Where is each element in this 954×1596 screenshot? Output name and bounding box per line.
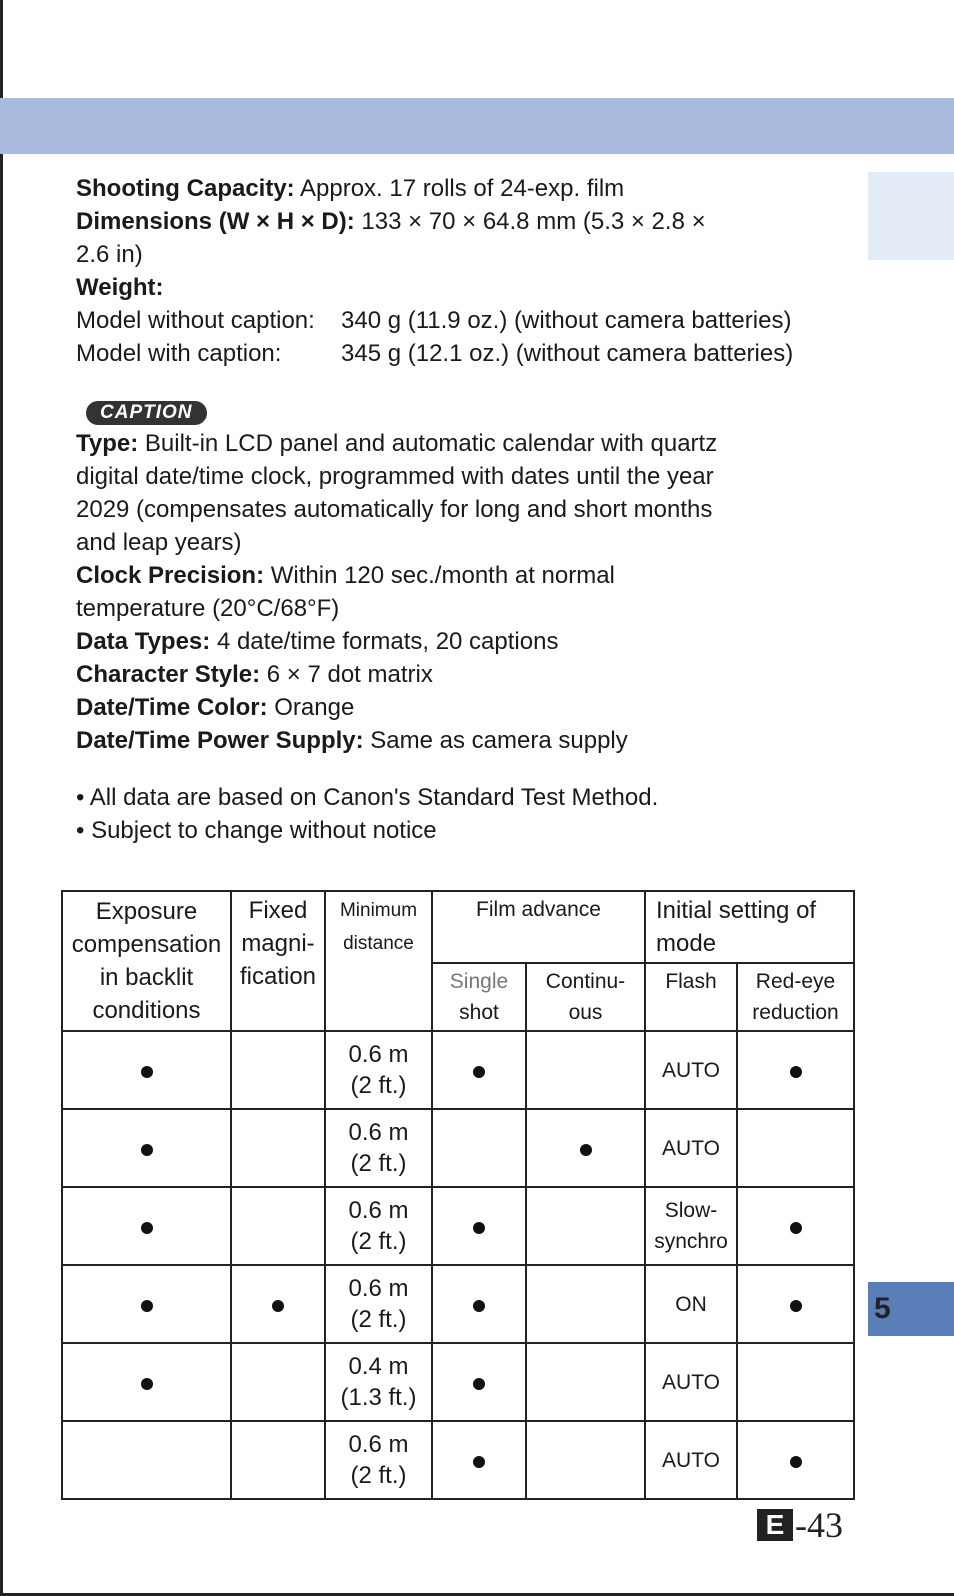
cell-redeye <box>737 1421 854 1499</box>
dot-icon <box>473 1222 485 1234</box>
spec-value-cont: temperature (20°C/68°F) <box>76 595 340 622</box>
dot-icon <box>141 1300 153 1312</box>
weight-value: 340 g (11.9 oz.) (without camera batteries) <box>341 307 792 334</box>
cell-single <box>432 1109 526 1187</box>
cell-line: AUTO <box>662 1448 720 1472</box>
table-row <box>62 1031 854 1109</box>
spec-data-types <box>76 625 856 658</box>
cell-distance <box>325 1265 432 1343</box>
dot-icon <box>473 1066 485 1078</box>
cell-redeye <box>737 1343 854 1421</box>
cell-continuous <box>526 1109 645 1187</box>
cell-flash <box>645 1187 737 1265</box>
dot-icon <box>141 1144 153 1156</box>
cell-fixed <box>231 1343 325 1421</box>
header-single <box>432 963 526 1031</box>
spec-value: 4 date/time formats, 20 captions <box>216 628 559 655</box>
weight-row <box>76 304 856 337</box>
cell-exposure <box>62 1343 231 1421</box>
note-item: • Subject to change without notice <box>76 817 437 844</box>
header-line: conditions <box>92 997 201 1024</box>
weight-model: Model with caption: <box>76 340 282 367</box>
spec-value-cont: digital date/time clock, programmed with dates until the year <box>76 463 714 490</box>
spec-type <box>76 427 856 460</box>
cell-fixed <box>231 1421 325 1499</box>
header-exposure <box>62 891 231 1031</box>
header-initial <box>645 891 854 963</box>
page-number <box>757 1504 843 1546</box>
cell-single <box>432 1265 526 1343</box>
header-line: Red-eye <box>755 970 836 993</box>
spec-label: Weight: <box>76 274 164 301</box>
cell-single <box>432 1187 526 1265</box>
cell-line: 0.4 m <box>348 1353 409 1380</box>
spec-value-cont: 2.6 in) <box>76 241 143 268</box>
header-continuous <box>526 963 645 1031</box>
cell-line: 0.6 m <box>348 1431 409 1458</box>
header-line: Initial setting of <box>656 897 817 924</box>
table-row <box>62 1265 854 1343</box>
cell-continuous <box>526 1187 645 1265</box>
cell-distance <box>325 1187 432 1265</box>
cell-redeye <box>737 1187 854 1265</box>
cell-fixed <box>231 1265 325 1343</box>
cell-flash <box>645 1109 737 1187</box>
cell-line: synchro <box>654 1230 728 1253</box>
chapter-tab: 5 <box>868 1282 954 1336</box>
spec-value: Same as camera supply <box>370 727 628 754</box>
table-body <box>62 1031 854 1499</box>
spec-label: Shooting Capacity: <box>76 175 295 202</box>
cell-line: (2 ft.) <box>350 1150 407 1177</box>
page-edge-left <box>0 0 3 1596</box>
dot-icon <box>141 1222 153 1234</box>
spec-value: 6 × 7 dot matrix <box>266 661 433 688</box>
cell-flash <box>645 1265 737 1343</box>
header-line: reduction <box>752 1001 839 1024</box>
header-line: magni- <box>241 930 315 957</box>
cell-continuous <box>526 1343 645 1421</box>
cell-distance <box>325 1031 432 1109</box>
cell-line: (2 ft.) <box>350 1306 407 1333</box>
cell-line: (1.3 ft.) <box>340 1384 417 1411</box>
spec-text <box>76 172 856 847</box>
cell-line: 0.6 m <box>348 1119 409 1146</box>
dot-icon <box>141 1066 153 1078</box>
header-line: ous <box>568 1001 603 1024</box>
cell-line: (2 ft.) <box>350 1228 407 1255</box>
spec-value: Within 120 sec./month at normal <box>270 562 615 589</box>
cell-fixed <box>231 1031 325 1109</box>
cell-distance <box>325 1421 432 1499</box>
cell-distance <box>325 1109 432 1187</box>
cell-fixed <box>231 1109 325 1187</box>
spec-value: 133 × 70 × 64.8 mm (5.3 × 2.8 × <box>361 208 706 235</box>
header-line: mode <box>656 930 717 957</box>
table-row <box>62 1421 854 1499</box>
spec-value: Approx. 17 rolls of 24-exp. film <box>300 175 625 202</box>
header-band <box>0 98 954 154</box>
dot-icon <box>141 1378 153 1390</box>
header-line: shot <box>459 1001 499 1024</box>
page-prefix-box: E <box>757 1509 793 1541</box>
cell-continuous <box>526 1421 645 1499</box>
spec-value-cont: and leap years) <box>76 529 242 556</box>
cell-exposure <box>62 1109 231 1187</box>
cell-line: (2 ft.) <box>350 1072 407 1099</box>
cell-line: 0.6 m <box>348 1197 409 1224</box>
dot-icon <box>790 1222 802 1234</box>
spec-value: Built-in LCD panel and automatic calendar with quartz <box>144 430 718 457</box>
spec-label: Date/Time Color: <box>76 694 268 721</box>
cell-single <box>432 1031 526 1109</box>
cell-line: 0.6 m <box>348 1275 409 1302</box>
spec-shooting-capacity <box>76 172 856 205</box>
dot-icon <box>473 1456 485 1468</box>
cell-single <box>432 1421 526 1499</box>
caption-badge: CAPTION <box>86 401 207 425</box>
header-redeye <box>737 963 854 1031</box>
cell-line: AUTO <box>662 1136 720 1160</box>
cell-fixed <box>231 1187 325 1265</box>
cell-line: AUTO <box>662 1370 720 1394</box>
table-row <box>62 1187 854 1265</box>
header-line: Exposure <box>95 898 198 925</box>
spec-label: Clock Precision: <box>76 562 265 589</box>
spec-label: Dimensions (W × H × D): <box>76 208 355 235</box>
weight-row <box>76 337 856 370</box>
cell-single <box>432 1343 526 1421</box>
dot-icon <box>790 1066 802 1078</box>
spec-label: Type: <box>76 430 139 457</box>
header-line: distance <box>343 933 414 954</box>
cell-line: (2 ft.) <box>350 1462 407 1489</box>
cell-continuous <box>526 1265 645 1343</box>
cell-flash <box>645 1421 737 1499</box>
header-film-advance: Film advance <box>432 891 645 963</box>
header-flash: Flash <box>645 963 737 1031</box>
cell-line: Slow- <box>664 1199 718 1222</box>
spec-datetime-power <box>76 724 856 757</box>
cell-redeye <box>737 1031 854 1109</box>
spec-label: Date/Time Power Supply: <box>76 727 364 754</box>
header-line: Continu- <box>545 970 626 993</box>
spec-dimensions <box>76 205 856 238</box>
cell-continuous <box>526 1031 645 1109</box>
header-line: Single <box>449 970 509 993</box>
cell-exposure <box>62 1187 231 1265</box>
dot-icon <box>790 1300 802 1312</box>
cell-distance <box>325 1343 432 1421</box>
dot-icon <box>473 1378 485 1390</box>
cell-line: AUTO <box>662 1058 720 1082</box>
cell-flash <box>645 1343 737 1421</box>
cell-line: ON <box>675 1292 707 1316</box>
page-number-text: -43 <box>795 1505 843 1545</box>
dot-icon <box>473 1300 485 1312</box>
header-line: Minimum <box>339 900 418 921</box>
cell-exposure <box>62 1421 231 1499</box>
spec-label: Data Types: <box>76 628 211 655</box>
cell-exposure <box>62 1031 231 1109</box>
cell-line: 0.6 m <box>348 1041 409 1068</box>
weight-value: 345 g (12.1 oz.) (without camera batteries) <box>341 340 794 367</box>
weight-model: Model without caption: <box>76 307 315 334</box>
header-fixed <box>231 891 325 1031</box>
table-row <box>62 1343 854 1421</box>
spec-value-cont: 2029 (compensates automatically for long and short months <box>76 496 713 523</box>
header-line: compensation <box>71 931 222 958</box>
side-tab <box>868 172 954 260</box>
cell-flash <box>645 1031 737 1109</box>
note-item: • All data are based on Canon's Standard Test Method. <box>76 784 659 811</box>
dot-icon <box>580 1144 592 1156</box>
cell-exposure <box>62 1265 231 1343</box>
mode-table <box>61 890 855 1500</box>
spec-value: Orange <box>274 694 355 721</box>
cell-redeye <box>737 1109 854 1187</box>
header-minimum <box>325 891 432 1031</box>
spec-clock-precision <box>76 559 856 592</box>
dot-icon <box>790 1456 802 1468</box>
table-row <box>62 1109 854 1187</box>
header-line: Fixed <box>248 897 308 924</box>
header-line: fication <box>239 963 317 990</box>
header-line: in backlit <box>99 964 194 991</box>
spec-character-style <box>76 658 856 691</box>
dot-icon <box>272 1300 284 1312</box>
spec-label: Character Style: <box>76 661 261 688</box>
cell-redeye <box>737 1265 854 1343</box>
spec-datetime-color <box>76 691 856 724</box>
